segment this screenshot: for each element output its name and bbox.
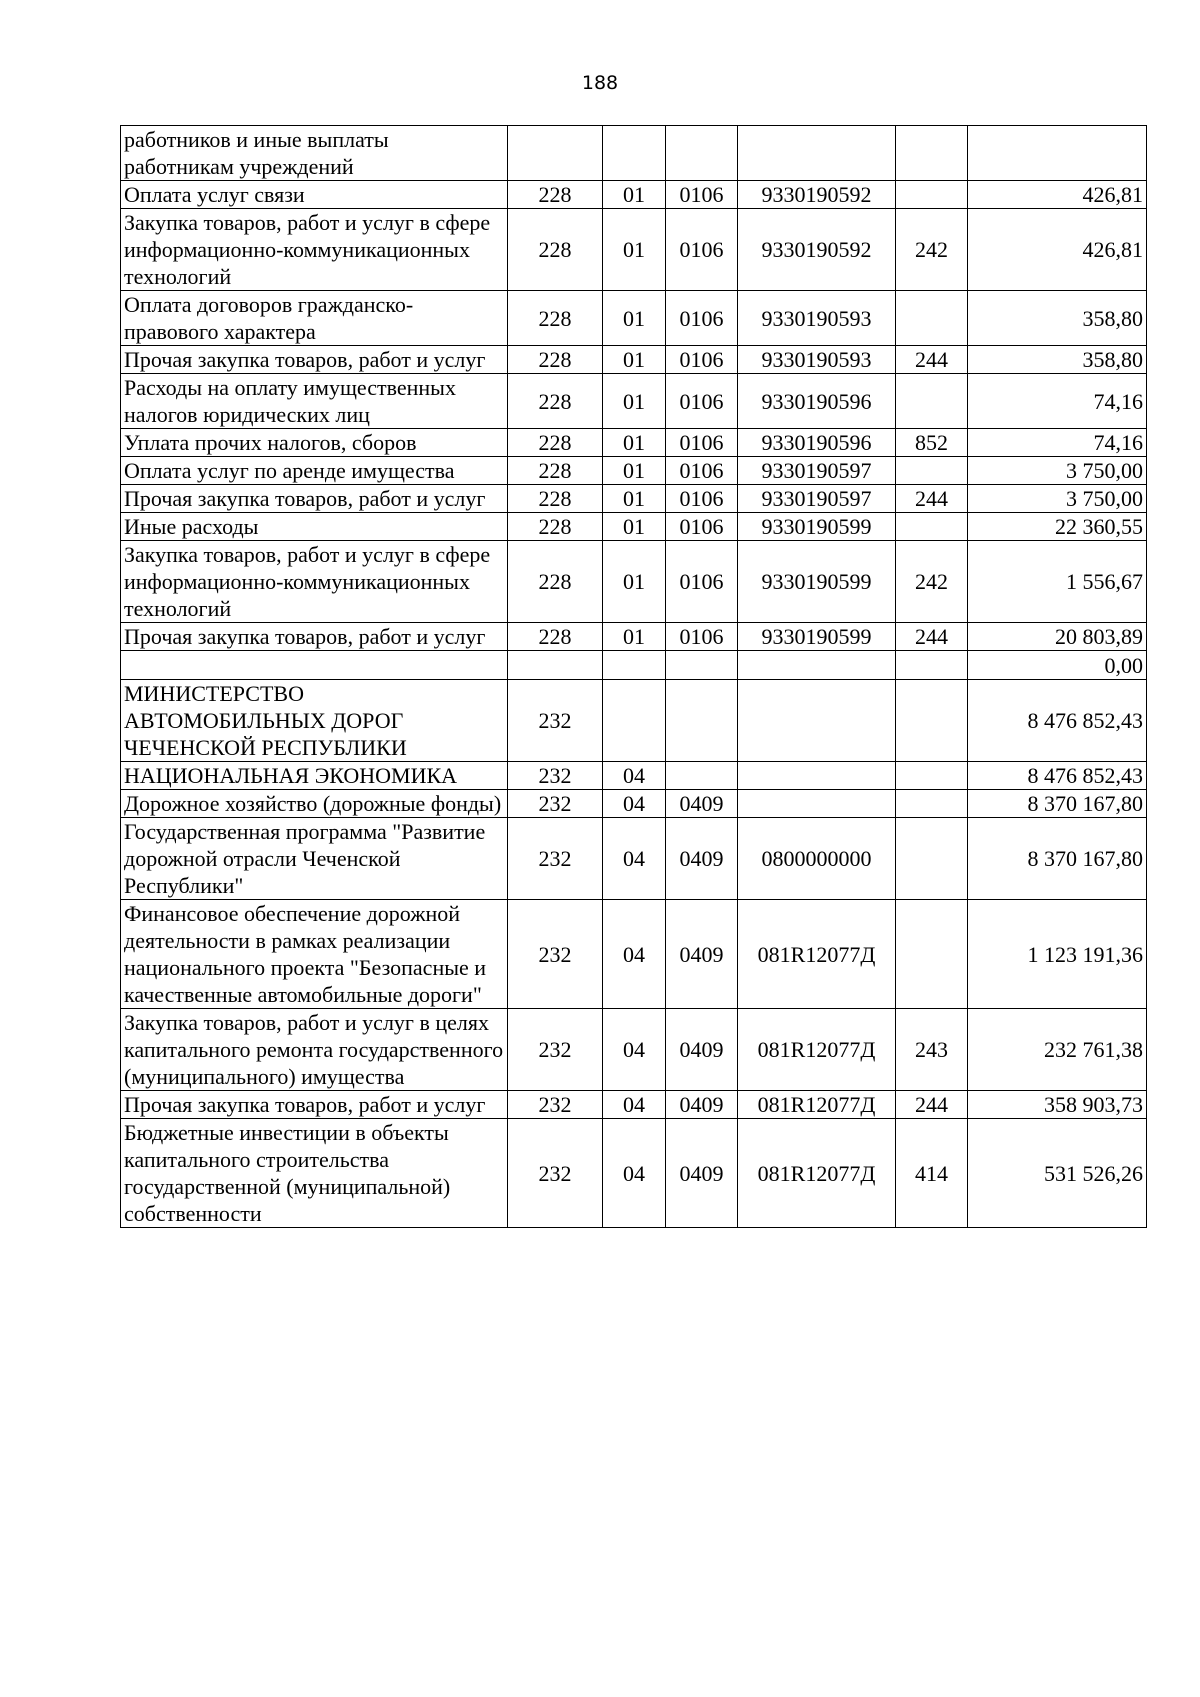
row-section-code	[603, 680, 666, 762]
row-subsection-code: 0106	[666, 346, 738, 374]
row-target-article-code: 9330190593	[738, 291, 896, 346]
table-row	[121, 651, 1147, 680]
row-expense-type-code	[896, 126, 968, 181]
row-name: Оплата договоров гражданско-правового характера	[121, 291, 508, 346]
row-ved-code: 228	[508, 429, 603, 457]
row-amount: 232 761,38	[968, 1009, 1147, 1091]
row-amount: 531 526,26	[968, 1119, 1147, 1228]
row-target-article-code: 9330190596	[738, 374, 896, 429]
table-row	[121, 818, 1147, 900]
table-row	[121, 209, 1147, 291]
row-section-code: 01	[603, 485, 666, 513]
row-section-code: 04	[603, 1009, 666, 1091]
row-expense-type-code: 244	[896, 1091, 968, 1119]
table-row	[121, 485, 1147, 513]
row-amount: 358 903,73	[968, 1091, 1147, 1119]
row-section-code: 01	[603, 346, 666, 374]
row-subsection-code: 0106	[666, 429, 738, 457]
row-amount: 74,16	[968, 429, 1147, 457]
table-body	[121, 126, 1147, 1228]
row-ved-code: 228	[508, 485, 603, 513]
row-target-article-code: 0800000000	[738, 818, 896, 900]
row-section-code: 01	[603, 291, 666, 346]
row-ved-code: 228	[508, 346, 603, 374]
row-section-code: 01	[603, 209, 666, 291]
row-ved-code: 228	[508, 457, 603, 485]
row-name: Государственная программа "Развитие дорожной отрасли Чеченской Республики"	[121, 818, 508, 900]
row-subsection-code: 0409	[666, 790, 738, 818]
table-row	[121, 680, 1147, 762]
row-amount: 8 476 852,43	[968, 680, 1147, 762]
row-target-article-code: 9330190599	[738, 513, 896, 541]
row-name: Бюджетные инвестиции в объекты капитального строительства государственной (муниципальной) собственности	[121, 1119, 508, 1228]
row-subsection-code: 0106	[666, 541, 738, 623]
row-expense-type-code: 243	[896, 1009, 968, 1091]
row-name: Закупка товаров, работ и услуг в сфере информационно-коммуникационных технологий	[121, 541, 508, 623]
row-subsection-code: 0409	[666, 818, 738, 900]
row-ved-code: 228	[508, 209, 603, 291]
table-row	[121, 374, 1147, 429]
row-ved-code: 232	[508, 1009, 603, 1091]
row-subsection-code: 0106	[666, 291, 738, 346]
row-expense-type-code	[896, 651, 968, 680]
row-section-code: 04	[603, 818, 666, 900]
table-row	[121, 790, 1147, 818]
row-section-code: 04	[603, 762, 666, 790]
row-expense-type-code	[896, 513, 968, 541]
row-ved-code: 228	[508, 541, 603, 623]
row-ved-code: 232	[508, 680, 603, 762]
row-ved-code: 228	[508, 513, 603, 541]
row-expense-type-code: 242	[896, 209, 968, 291]
row-expense-type-code: 852	[896, 429, 968, 457]
row-ved-code: 228	[508, 291, 603, 346]
row-amount: 426,81	[968, 209, 1147, 291]
row-amount: 74,16	[968, 374, 1147, 429]
table-row	[121, 126, 1147, 181]
row-target-article-code: 9330190592	[738, 181, 896, 209]
table-row	[121, 1119, 1147, 1228]
row-target-article-code	[738, 126, 896, 181]
row-subsection-code: 0409	[666, 1091, 738, 1119]
row-amount: 22 360,55	[968, 513, 1147, 541]
row-section-code: 01	[603, 429, 666, 457]
row-expense-type-code	[896, 181, 968, 209]
row-expense-type-code	[896, 374, 968, 429]
row-name: МИНИСТЕРСТВО АВТОМОБИЛЬНЫХ ДОРОГ ЧЕЧЕНСКОЙ РЕСПУБЛИКИ	[121, 680, 508, 762]
row-subsection-code: 0106	[666, 209, 738, 291]
row-target-article-code	[738, 790, 896, 818]
row-ved-code: 232	[508, 1091, 603, 1119]
row-subsection-code: 0409	[666, 900, 738, 1009]
row-expense-type-code: 244	[896, 346, 968, 374]
table-row	[121, 1091, 1147, 1119]
row-expense-type-code: 242	[896, 541, 968, 623]
row-subsection-code	[666, 126, 738, 181]
row-section-code: 04	[603, 790, 666, 818]
row-name: Закупка товаров, работ и услуг в целях капитального ремонта государственного (муниципального) имущества	[121, 1009, 508, 1091]
row-name	[121, 651, 508, 680]
row-section-code: 01	[603, 541, 666, 623]
row-section-code: 04	[603, 1119, 666, 1228]
row-expense-type-code	[896, 680, 968, 762]
row-amount: 8 370 167,80	[968, 818, 1147, 900]
row-target-article-code: 081R12077Д	[738, 1091, 896, 1119]
row-name: Прочая закупка товаров, работ и услуг	[121, 1091, 508, 1119]
row-expense-type-code: 244	[896, 485, 968, 513]
table-row	[121, 1009, 1147, 1091]
row-subsection-code	[666, 762, 738, 790]
row-subsection-code: 0409	[666, 1009, 738, 1091]
row-subsection-code	[666, 680, 738, 762]
row-name: Прочая закупка товаров, работ и услуг	[121, 485, 508, 513]
row-target-article-code	[738, 651, 896, 680]
row-subsection-code: 0106	[666, 623, 738, 651]
row-section-code: 01	[603, 623, 666, 651]
row-target-article-code: 9330190599	[738, 623, 896, 651]
row-expense-type-code: 414	[896, 1119, 968, 1228]
row-section-code: 01	[603, 457, 666, 485]
row-name: Расходы на оплату имущественных налогов юридических лиц	[121, 374, 508, 429]
row-section-code	[603, 651, 666, 680]
row-amount: 0,00	[968, 651, 1147, 680]
row-amount: 1 123 191,36	[968, 900, 1147, 1009]
row-target-article-code	[738, 680, 896, 762]
row-name: работников и иные выплаты работникам учреждений	[121, 126, 508, 181]
row-name: Иные расходы	[121, 513, 508, 541]
row-amount: 20 803,89	[968, 623, 1147, 651]
row-expense-type-code	[896, 291, 968, 346]
row-target-article-code: 081R12077Д	[738, 900, 896, 1009]
row-ved-code: 232	[508, 900, 603, 1009]
row-subsection-code: 0106	[666, 457, 738, 485]
row-name: Прочая закупка товаров, работ и услуг	[121, 623, 508, 651]
row-section-code: 01	[603, 513, 666, 541]
row-target-article-code: 9330190597	[738, 485, 896, 513]
row-name: Прочая закупка товаров, работ и услуг	[121, 346, 508, 374]
page-number: 188	[581, 72, 619, 94]
row-name: Оплата услуг связи	[121, 181, 508, 209]
row-name: Дорожное хозяйство (дорожные фонды)	[121, 790, 508, 818]
row-expense-type-code	[896, 790, 968, 818]
row-target-article-code	[738, 762, 896, 790]
row-ved-code	[508, 651, 603, 680]
table-row	[121, 346, 1147, 374]
budget-table	[120, 125, 1147, 1228]
row-section-code	[603, 126, 666, 181]
row-target-article-code: 081R12077Д	[738, 1009, 896, 1091]
row-name: Закупка товаров, работ и услуг в сфере информационно-коммуникационных технологий	[121, 209, 508, 291]
table-row	[121, 900, 1147, 1009]
row-section-code: 01	[603, 374, 666, 429]
table-row	[121, 762, 1147, 790]
row-target-article-code: 9330190599	[738, 541, 896, 623]
row-amount: 1 556,67	[968, 541, 1147, 623]
row-expense-type-code	[896, 457, 968, 485]
row-expense-type-code	[896, 762, 968, 790]
row-ved-code: 232	[508, 818, 603, 900]
row-subsection-code: 0106	[666, 181, 738, 209]
row-expense-type-code	[896, 818, 968, 900]
row-amount: 8 370 167,80	[968, 790, 1147, 818]
table-row	[121, 457, 1147, 485]
row-subsection-code	[666, 651, 738, 680]
row-section-code: 04	[603, 900, 666, 1009]
row-ved-code: 228	[508, 374, 603, 429]
row-subsection-code: 0409	[666, 1119, 738, 1228]
row-amount	[968, 126, 1147, 181]
row-ved-code: 232	[508, 762, 603, 790]
row-ved-code: 232	[508, 790, 603, 818]
row-ved-code: 228	[508, 181, 603, 209]
row-target-article-code: 9330190592	[738, 209, 896, 291]
row-amount: 358,80	[968, 346, 1147, 374]
row-amount: 358,80	[968, 291, 1147, 346]
row-section-code: 01	[603, 181, 666, 209]
table-row	[121, 541, 1147, 623]
row-ved-code: 228	[508, 623, 603, 651]
row-ved-code: 232	[508, 1119, 603, 1228]
row-target-article-code: 9330190597	[738, 457, 896, 485]
row-target-article-code: 9330190593	[738, 346, 896, 374]
row-amount: 3 750,00	[968, 485, 1147, 513]
table-row	[121, 291, 1147, 346]
table-row	[121, 429, 1147, 457]
row-ved-code	[508, 126, 603, 181]
table-row	[121, 623, 1147, 651]
table-row	[121, 513, 1147, 541]
row-subsection-code: 0106	[666, 513, 738, 541]
row-target-article-code: 081R12077Д	[738, 1119, 896, 1228]
row-subsection-code: 0106	[666, 374, 738, 429]
table-row	[121, 181, 1147, 209]
row-expense-type-code	[896, 900, 968, 1009]
row-subsection-code: 0106	[666, 485, 738, 513]
row-target-article-code: 9330190596	[738, 429, 896, 457]
row-name: Финансовое обеспечение дорожной деятельности в рамках реализации национального проекта "Безопасные и качественные автомобильные дороги"	[121, 900, 508, 1009]
row-section-code: 04	[603, 1091, 666, 1119]
row-amount: 8 476 852,43	[968, 762, 1147, 790]
row-name: НАЦИОНАЛЬНАЯ ЭКОНОМИКА	[121, 762, 508, 790]
row-amount: 426,81	[968, 181, 1147, 209]
row-amount: 3 750,00	[968, 457, 1147, 485]
row-name: Оплата услуг по аренде имущества	[121, 457, 508, 485]
row-name: Уплата прочих налогов, сборов	[121, 429, 508, 457]
row-expense-type-code: 244	[896, 623, 968, 651]
